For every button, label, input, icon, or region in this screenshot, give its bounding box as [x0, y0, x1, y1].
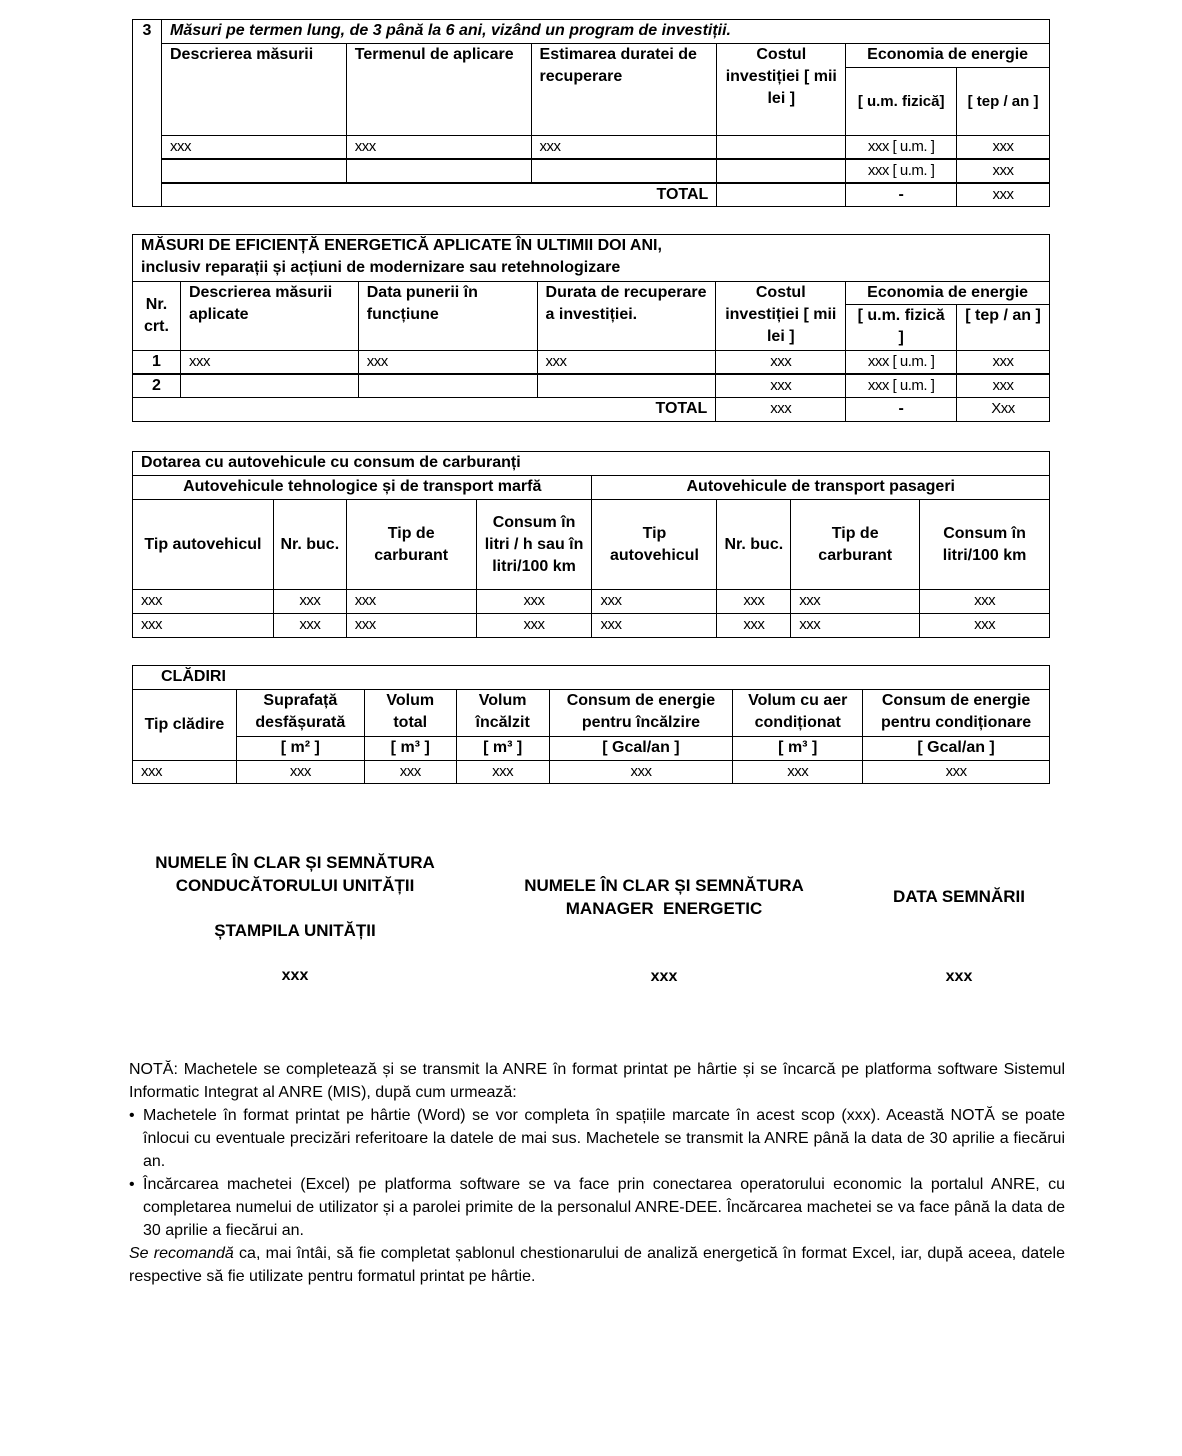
cell-freight-fuel[interactable]: xxx — [346, 614, 476, 638]
cell-cost[interactable] — [717, 159, 846, 183]
cell-description[interactable]: xxx — [161, 136, 346, 160]
cell-nr: 2 — [133, 374, 181, 398]
unit-volume-total: [ m³ ] — [364, 737, 456, 761]
cell-date[interactable]: xxx — [358, 351, 537, 375]
unit-area: [ m² ] — [236, 737, 364, 761]
header-savings-tep: [ tep / an ] — [957, 68, 1050, 136]
header-description: Descrierea măsurii — [161, 44, 346, 136]
header-volume-total: Volum total — [364, 690, 456, 737]
section-number: 3 — [133, 20, 162, 207]
header-date: Data punerii în funcțiune — [358, 282, 537, 351]
unit-volume-ac: [ m³ ] — [733, 737, 863, 761]
note-intro: NOTĂ: Machetele se completează și se transmit la ANRE în format printat pe hârtie și se încarcă pe platforma software Sistemul Informatic Integrat al ANRE (MIS), după cum urmează: — [129, 1061, 1065, 1101]
header-passenger-type: Tip autovehicul — [592, 500, 717, 590]
total-label: TOTAL — [133, 398, 716, 422]
note-recommendation-text: ca, mai întâi, să fie completat șablonul chestionarului de analiză energetică în format Excel, iar, după aceea, datele respective să fie utilizate pentru formatul printat pe hârtie. — [129, 1245, 1066, 1285]
cell-passenger-consumption[interactable]: xxx — [920, 614, 1050, 638]
table-row — [133, 136, 1050, 160]
applied-measures-table — [132, 234, 1050, 422]
cell-tep[interactable]: xxx — [957, 351, 1050, 375]
cell-freight-consumption[interactable]: xxx — [476, 614, 592, 638]
cell-freight-consumption[interactable]: xxx — [476, 590, 592, 614]
section-title: Dotarea cu autovehicule cu consum de carburanți — [133, 452, 1050, 476]
table-row — [133, 590, 1050, 614]
unit-ac-energy: [ Gcal/an ] — [863, 737, 1050, 761]
cell-heating[interactable]: xxx — [549, 761, 733, 784]
date-value[interactable]: xxx — [945, 968, 973, 985]
cell-volume-heated[interactable]: xxx — [456, 761, 549, 784]
header-ac-energy: Consum de energie pentru condiționare — [863, 690, 1050, 737]
cell-payback[interactable]: xxx — [537, 351, 716, 375]
note-recommendation — [129, 1242, 1065, 1288]
header-heating: Consum de energie pentru încălzire — [549, 690, 733, 737]
manager-label-line1: NUMELE ÎN CLAR ȘI SEMNĂTURA — [524, 876, 804, 895]
cell-date[interactable] — [358, 374, 537, 398]
header-freight-type: Tip autovehicul — [133, 500, 274, 590]
note-bullet-1 — [129, 1104, 1065, 1173]
header-savings-physical: [ u.m. fizică ] — [846, 305, 957, 351]
header-savings-tep: [ tep / an ] — [957, 305, 1050, 351]
cell-area[interactable]: xxx — [236, 761, 364, 784]
manager-signature-block — [520, 874, 808, 988]
header-cost: Costul investiției [ mii lei ] — [717, 44, 846, 136]
header-volume-ac: Volum cu aer condiționat — [733, 690, 863, 737]
section-title: Măsuri pe termen lung, de 3 până la 6 ani, vizând un program de investiții. — [161, 20, 1049, 44]
cell-cost[interactable] — [717, 136, 846, 160]
unit-volume-heated: [ m³ ] — [456, 737, 549, 761]
total-row — [133, 183, 1050, 207]
director-label-line2: CONDUCĂTORULUI UNITĂȚII — [175, 876, 415, 895]
stamp-label: ȘTAMPILA UNITĂȚII — [214, 921, 376, 940]
cell-passenger-type[interactable]: xxx — [592, 590, 717, 614]
section-title — [133, 235, 1050, 282]
cell-payback[interactable] — [537, 374, 716, 398]
total-physical: - — [846, 398, 957, 422]
cell-payback[interactable] — [531, 159, 717, 183]
table-row — [133, 374, 1050, 398]
cell-description[interactable] — [161, 159, 346, 183]
cell-passenger-fuel[interactable]: xxx — [791, 614, 920, 638]
header-description: Descrierea măsurii aplicate — [180, 282, 358, 351]
cell-term[interactable] — [346, 159, 531, 183]
date-signature-block — [880, 885, 1038, 988]
header-savings: Economia de energie — [846, 44, 1050, 68]
header-freight-count: Nr. buc. — [273, 500, 346, 590]
header-cost: Costul investiției [ mii lei ] — [716, 282, 846, 351]
director-value[interactable]: xxx — [281, 967, 309, 984]
header-payback: Durata de recuperare a investiției. — [537, 282, 716, 351]
total-physical: - — [846, 183, 957, 207]
cell-cost[interactable]: xxx — [716, 351, 846, 375]
cell-passenger-count[interactable]: xxx — [717, 614, 791, 638]
cell-volume-ac[interactable]: xxx — [733, 761, 863, 784]
cell-physical[interactable]: xxx [ u.m. ] — [846, 351, 957, 375]
cell-passenger-consumption[interactable]: xxx — [920, 590, 1050, 614]
unit-heating: [ Gcal/an ] — [549, 737, 733, 761]
header-freight-fuel: Tip de carburant — [346, 500, 476, 590]
manager-label-line2: MANAGER ENERGETIC — [565, 899, 763, 918]
manager-value[interactable]: xxx — [650, 968, 678, 985]
header-term: Termenul de aplicare — [346, 44, 531, 136]
cell-passenger-type[interactable]: xxx — [592, 614, 717, 638]
group-freight: Autovehicule tehnologice și de transport marfă — [133, 476, 592, 500]
date-label: DATA SEMNĂRII — [893, 887, 1025, 906]
header-passenger-count: Nr. buc. — [717, 500, 791, 590]
long-term-measures-table — [132, 19, 1050, 207]
note-section — [129, 1058, 1065, 1288]
total-cost[interactable]: xxx — [716, 398, 846, 422]
total-row — [133, 398, 1050, 422]
cell-ac-energy[interactable]: xxx — [863, 761, 1050, 784]
total-label: TOTAL — [161, 183, 716, 207]
table-row — [133, 159, 1050, 183]
group-passenger: Autovehicule de transport pasageri — [592, 476, 1050, 500]
header-area: Suprafață desfășurată — [236, 690, 364, 737]
table-row — [133, 614, 1050, 638]
total-cost[interactable] — [717, 183, 846, 207]
header-passenger-consumption: Consum în litri/100 km — [920, 500, 1050, 590]
header-savings-physical: [ u.m. fizică] — [846, 68, 957, 136]
bullet-icon: • — [129, 1107, 135, 1124]
cell-tep[interactable]: xxx — [957, 374, 1050, 398]
bullet-icon: • — [129, 1176, 135, 1193]
note-bullet-1-text: Machetele în format printat pe hârtie (Word) se vor completa în spațiile marcate în acest scop (xxx). Această NOTĂ se poate înlocui cu eventuale precizări referitoare la datele de mai sus. Machetele se transmit la ANRE până la data de 30 aprilie a fiecărui an. — [143, 1107, 1065, 1170]
header-type: Tip clădire — [133, 690, 237, 761]
cell-freight-type[interactable]: xxx — [133, 590, 274, 614]
cell-description[interactable]: xxx — [180, 351, 358, 375]
cell-tep[interactable]: xxx — [957, 159, 1050, 183]
cell-physical[interactable]: xxx [ u.m. ] — [846, 136, 957, 160]
total-tep[interactable]: Xxx — [957, 398, 1050, 422]
header-savings: Economia de energie — [846, 282, 1050, 305]
cell-freight-count[interactable]: xxx — [273, 590, 346, 614]
header-volume-heated: Volum încălzit — [456, 690, 549, 737]
note-bullet-2-text: Încărcarea machetei (Excel) pe platforma software se va face prin conectarea operatorului economic la portalul ANRE, cu completarea numelui de utilizator și a parolei primite de la personalul ANRE-DEE. Încărcarea machetei se va face până la data de 30 aprilie a fiecărui an. — [143, 1176, 1065, 1239]
section-title-line2: inclusiv reparații și acțiuni de modernizare sau retehnologizare — [141, 259, 621, 276]
cell-freight-type[interactable]: xxx — [133, 614, 274, 638]
cell-description[interactable] — [180, 374, 358, 398]
header-passenger-fuel: Tip de carburant — [791, 500, 920, 590]
note-recommendation-italic: Se recomandă — [129, 1245, 234, 1262]
buildings-table — [132, 665, 1050, 784]
cell-cost[interactable]: xxx — [716, 374, 846, 398]
cell-passenger-count[interactable]: xxx — [717, 590, 791, 614]
section-title-line1: MĂSURI DE EFICIENȚĂ ENERGETICĂ APLICATE ÎN ULTIMII DOI ANI, — [141, 237, 662, 254]
table-row — [133, 351, 1050, 375]
director-label-line1: NUMELE ÎN CLAR ȘI SEMNĂTURA — [155, 853, 435, 872]
cell-freight-count[interactable]: xxx — [273, 614, 346, 638]
table-row — [133, 761, 1050, 784]
cell-tep[interactable]: xxx — [957, 136, 1050, 160]
director-signature-block — [150, 851, 440, 987]
cell-nr: 1 — [133, 351, 181, 375]
cell-physical[interactable]: xxx [ u.m. ] — [846, 159, 957, 183]
cell-type[interactable]: xxx — [133, 761, 237, 784]
cell-physical[interactable]: xxx [ u.m. ] — [846, 374, 957, 398]
header-nr: Nr. crt. — [133, 282, 181, 351]
cell-passenger-fuel[interactable]: xxx — [791, 590, 920, 614]
cell-payback[interactable]: xxx — [531, 136, 717, 160]
vehicles-table — [132, 451, 1050, 638]
cell-volume-total[interactable]: xxx — [364, 761, 456, 784]
section-title: CLĂDIRI — [133, 666, 1050, 690]
header-payback: Estimarea duratei de recuperare — [531, 44, 717, 136]
note-bullet-2 — [129, 1173, 1065, 1242]
header-freight-consumption: Consum în litri / h sau în litri/100 km — [476, 500, 592, 590]
cell-freight-fuel[interactable]: xxx — [346, 590, 476, 614]
total-tep[interactable]: xxx — [957, 183, 1050, 207]
cell-term[interactable]: xxx — [346, 136, 531, 160]
